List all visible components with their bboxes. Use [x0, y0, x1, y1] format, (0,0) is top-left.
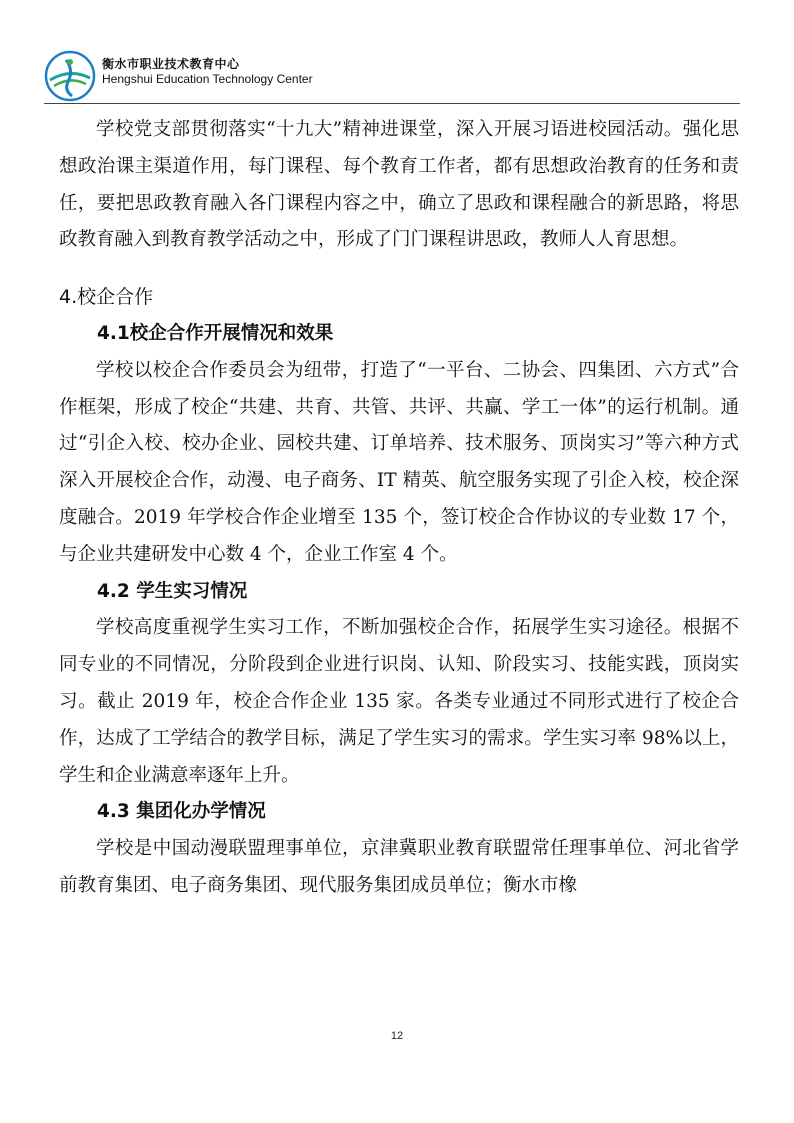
- section-heading-4-1: 4.1校企合作开展情况和效果: [97, 322, 334, 344]
- document-body: [59, 112, 739, 905]
- paragraph-ideological-education: 学校党支部贯彻落实“十九大”精神进课堂，深入开展习语进校园活动。强化思想政治课主渠道作用，每门课程、每个教育工作者，都有思想政治教育的任务和责任，要把思政教育融入各门课程内容之中，确立了思政和课程融合的新思路，将思政教育融入到教育教学活动之中，形成了门门课程讲思政，教师人人育思想。: [59, 119, 739, 251]
- page-number: 12: [390, 1030, 404, 1042]
- header-divider: [44, 103, 740, 104]
- section-heading-4-3: 4.3 集团化办学情况: [97, 801, 266, 823]
- paragraph-school-enterprise-cooperation: 学校以校企合作委员会为纽带，打造了“一平台、二协会、四集团、六方式”合作框架，形成了校企“共建、共育、共管、共评、共赢、学工一体”的运行机制。通过“引企入校、校办企业、园校共建、订单培养、技术服务、顶岗实习”等六种方式深入开展校企合作，动漫、电子商务、IT 精英、航空服务实现了引企入校，校企深度融合。2019 年学校合作企业增至 135 个，签订校企合作协议的专业数 17 个，与企业共建研发中心数 4 个，企业工作室 4 个。: [59, 359, 739, 565]
- school-logo-icon: [44, 50, 96, 102]
- paragraph-group-education: 学校是中国动漫联盟理事单位，京津冀职业教育联盟常任理事单位、河北省学前教育集团、电子商务集团、现代服务集团成员单位；衡水市橡: [59, 838, 739, 896]
- organization-name-cn: 衡水市职业技术教育中心: [102, 57, 240, 71]
- section-heading-4: 4.校企合作: [59, 286, 154, 309]
- organization-name-en: Hengshui Education Technology Center: [102, 72, 313, 86]
- paragraph-student-internship: 学校高度重视学生实习工作，不断加强校企合作，拓展学生实习途径。根据不同专业的不同情况，分阶段到企业进行识岗、认知、阶段实习、技能实践，顶岗实习。截止 2019 年，校企合作企业 135 家。各类专业通过不同形式进行了校企合作，达成了工学结合的教学目标，满足了学生实习的需求。学生实习率 98%以上，学生和企业满意率逐年上升。: [59, 617, 739, 786]
- section-heading-4-2: 4.2 学生实习情况: [97, 580, 248, 602]
- page-header: [44, 44, 740, 102]
